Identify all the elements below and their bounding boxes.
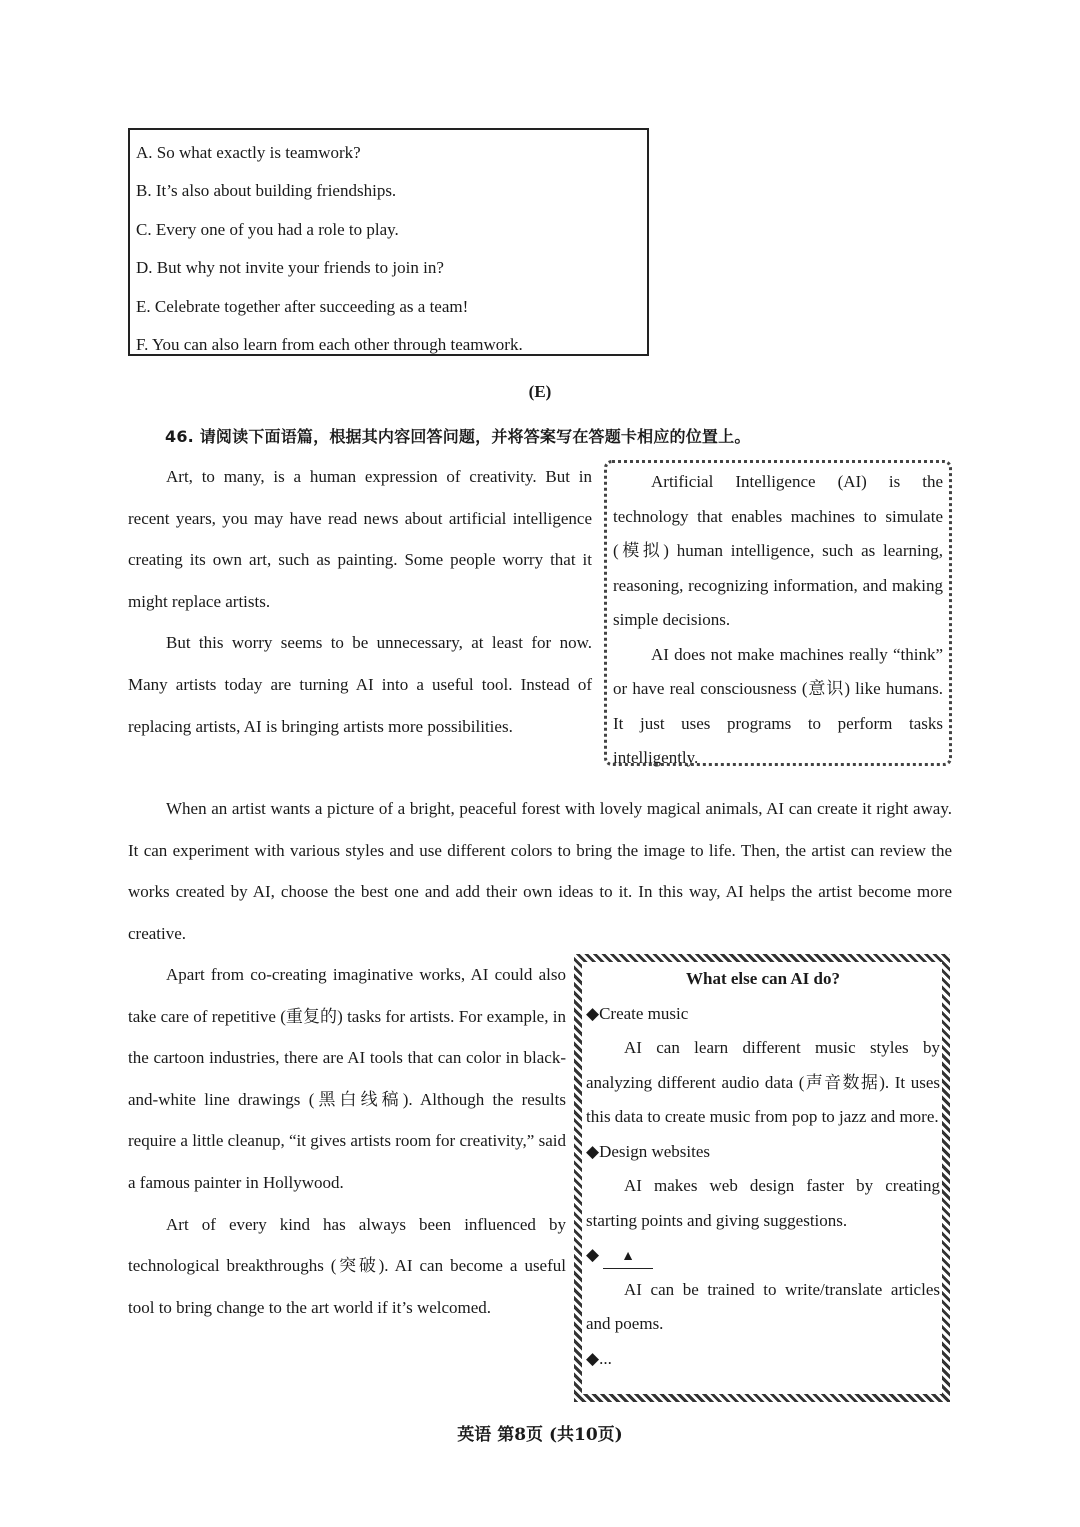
section-label: (E) bbox=[528, 382, 552, 401]
option-c: C. Every one of you had a role to play. bbox=[136, 219, 399, 239]
what-box-item-1-text: AI can learn different music styles by analyzing different audio data (声音数据). It uses this data to create music from pop to jazz and more. bbox=[586, 1038, 940, 1126]
ai-box-paragraph-1: Artificial Intelligence (AI) is the technology that enables machines to simulate (模拟) human intelligence, such as learning, reasoning, recognizing information, and making simple decisions. bbox=[613, 472, 943, 629]
bullet-diamond: ◆ bbox=[586, 1245, 600, 1264]
options-box bbox=[128, 128, 649, 356]
what-box-title: What else can AI do? bbox=[686, 969, 840, 988]
what-box-item-3-heading bbox=[586, 1238, 940, 1273]
option-e: E. Celebrate together after succeeding as a team! bbox=[136, 296, 469, 316]
option-a: A. So what exactly is teamwork? bbox=[136, 143, 361, 162]
what-box-item-3-text: AI can be trained to write/translate articles and poems. bbox=[586, 1279, 940, 1333]
what-box-item-2-heading: ◆Design websites bbox=[586, 1141, 711, 1161]
answer-blank: ▲ bbox=[603, 1246, 653, 1269]
ai-box-paragraph-2: AI does not make machines really “think” or have real consciousness (意识) like humans. It just uses programs to perform tasks intelligently. bbox=[613, 644, 943, 767]
passage-left-column-bottom bbox=[128, 954, 566, 1328]
passage-left-column-top bbox=[128, 456, 592, 747]
passage-paragraph-3: When an artist wants a picture of a bright, peaceful forest with lovely magical animals, AI can create it right away. It can experiment with various styles and use different colors to bring the image to life. Then, the artist can review the works created by AI, choose the best one and add their own ideas to it. In this way, AI helps the artist become more creative. bbox=[128, 799, 952, 943]
passage-paragraph-5: Art of every kind has always been influenced by technological breakthroughs (突破). AI can become a useful tool to bring change to the art world if it’s welcomed. bbox=[128, 1214, 566, 1317]
option-d: D. But why not invite your friends to join in? bbox=[136, 258, 444, 278]
passage-paragraph-4: Apart from co-creating imaginative works, AI could also take care of repetitive (重复的) tasks for artists. For example, in the cartoon industries, there are AI tools that can color in black-and-white line drawings (黑白线稿). Although the results require a little cleanup, “it gives artists room for creativity,” said a famous painter in Hollywood. bbox=[128, 965, 566, 1192]
question-instruction: 46. 请阅读下面语篇，根据其内容回答问题，并将答案写在答题卡相应的位置上。 bbox=[165, 427, 751, 446]
what-box-item-1-heading: ◆Create music bbox=[586, 1003, 689, 1023]
passage-paragraph-1: Art, to many, is a human expression of creativity. But in recent years, you may have read news about artificial intelligence creating its own art, such as painting. Some people worry that it might replace artists. bbox=[128, 467, 592, 611]
what-box-item-4-heading: ◆... bbox=[586, 1348, 612, 1368]
passage-paragraph-2: But this worry seems to be unnecessary, at least for now. Many artists today are turning AI into a useful tool. Instead of replacing artists, AI is bringing artists more possibilities. bbox=[128, 633, 592, 736]
ai-definition-box bbox=[604, 460, 952, 766]
what-box-item-2-text: AI makes web design faster by creating starting points and giving suggestions. bbox=[586, 1176, 940, 1230]
option-b: B. It’s also about building friendships. bbox=[136, 181, 397, 201]
option-f: F. You can also learn from each other through teamwork. bbox=[136, 335, 523, 355]
what-else-box bbox=[574, 954, 950, 1402]
passage-full-width bbox=[128, 788, 952, 954]
page-footer: 英语 第8页 (共10页) bbox=[457, 1425, 623, 1445]
